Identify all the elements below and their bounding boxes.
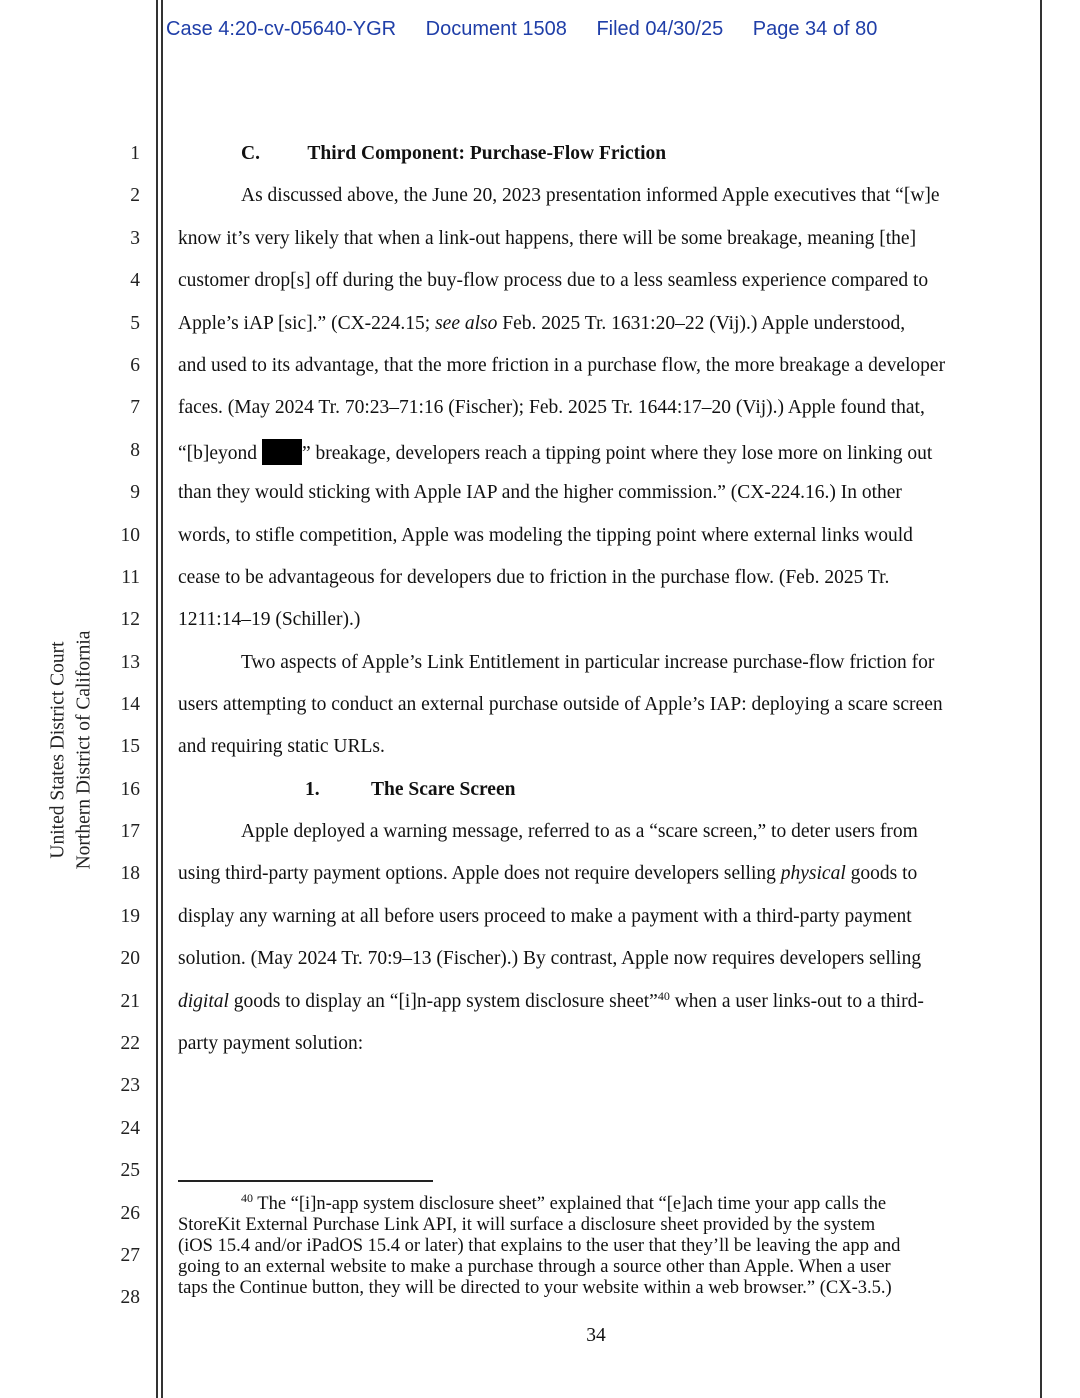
page-indicator: Page 34 of 80 (752, 18, 878, 40)
line-number: 23 (120, 1075, 140, 1096)
footnote-line: going to an external website to make a purchase through a source other than Apple. When a user (178, 1257, 891, 1277)
text-run: “[b]eyond (178, 443, 262, 464)
body-line: than they would sticking with Apple IAP and the higher commission.” (CX-224.16.) In other (178, 482, 902, 503)
body-line: users attempting to conduct an external purchase outside of Apple’s IAP: deploying a scare screen (178, 694, 943, 715)
body-line: customer drop[s] off during the buy-flow process due to a less seamless experience compared to (178, 270, 929, 291)
line-number: 11 (121, 567, 140, 588)
text-run: goods to (845, 863, 918, 884)
italic-text: see also (435, 313, 498, 334)
filed-date: Filed 04/30/25 (596, 18, 724, 40)
line-number: 3 (130, 228, 140, 249)
section-label: C. (241, 143, 260, 164)
line-number: 18 (120, 863, 140, 884)
body-line (178, 990, 1020, 1014)
body-line: and requiring static URLs. (178, 736, 385, 757)
text-run: Feb. 2025 Tr. 1631:20–22 (Vij).) Apple understood, (497, 313, 906, 334)
line-number: 1 (130, 143, 140, 164)
line-number: 2 (130, 185, 140, 206)
footnote-line: taps the Continue button, they will be directed to your website within a web browser.” (CX-3.5.) (178, 1278, 892, 1298)
body-line: know it’s very likely that when a link-out happens, there will be some breakage, meaning [the] (178, 228, 917, 249)
body-line: 1211:14–19 (Schiller).) (178, 609, 361, 630)
text-run: ” breakage, developers reach a tipping point where they lose more on linking out (301, 443, 933, 464)
line-number: 5 (130, 313, 140, 334)
line-number: 13 (120, 652, 140, 673)
page-number: 34 (586, 1325, 606, 1346)
line-number: 12 (120, 609, 140, 630)
body-line: party payment solution: (178, 1033, 364, 1054)
document-header (166, 18, 901, 48)
footnote-line: (iOS 15.4 and/or iPadOS 15.4 or later) that explains to the user that they’ll be leaving the app and (178, 1236, 901, 1256)
body-line: words, to stifle competition, Apple was modeling the tipping point where external links would (178, 525, 913, 546)
text-run: goods to display an “[i]n-app system disclosure sheet” (228, 991, 658, 1012)
text-run: The “[i]n-app system disclosure sheet” explained that “[e]ach time your app calls the (253, 1194, 887, 1214)
text-run: using third-party payment options. Apple does not require developers selling (178, 863, 781, 884)
document-number: Document 1508 (425, 18, 567, 40)
subsection-heading (305, 778, 1020, 802)
body-line: faces. (May 2024 Tr. 70:23–71:16 (Fischer); Feb. 2025 Tr. 1644:17–20 (Vij).) Apple found that, (178, 397, 925, 418)
case-number: Case 4:20-cv-05640-YGR (166, 18, 397, 40)
line-number: 8 (130, 440, 140, 461)
left-margin-rule-outer (156, 0, 158, 1398)
district-name: Northern District of California (73, 630, 95, 870)
line-number: 24 (120, 1118, 140, 1139)
line-number: 21 (120, 991, 140, 1012)
body-line: and used to its advantage, that the more friction in a purchase flow, the more breakage a developer (178, 355, 946, 376)
section-heading (241, 142, 1020, 166)
line-number: 22 (120, 1033, 140, 1054)
footnote-reference: 40 (657, 989, 670, 1003)
footnote-separator (178, 1180, 433, 1182)
footnote-number: 40 (241, 1191, 253, 1205)
line-number: 26 (120, 1203, 140, 1224)
line-number: 25 (120, 1160, 140, 1181)
body-line: display any warning at all before users proceed to make a payment with a third-party payment (178, 906, 912, 927)
text-run: Apple’s iAP [sic].” (CX-224.15; (178, 313, 436, 334)
court-name: United States District Court (47, 641, 69, 859)
line-number: 6 (130, 355, 140, 376)
text-run: when a user links-out to a third- (669, 991, 924, 1012)
footnote-line: StoreKit External Purchase Link API, it will surface a disclosure sheet provided by the system (178, 1215, 876, 1235)
subsection-title: The Scare Screen (371, 779, 516, 800)
line-number: 27 (120, 1245, 140, 1266)
body-line: cease to be advantageous for developers due to friction in the purchase flow. (Feb. 2025 Tr. (178, 567, 890, 588)
line-number: 15 (120, 736, 140, 757)
line-number: 10 (120, 525, 140, 546)
footnote-line (241, 1191, 1021, 1215)
body-line: Apple deployed a warning message, referred to as a “scare screen,” to deter users from (241, 821, 918, 842)
italic-text: digital (178, 991, 229, 1012)
line-number: 9 (130, 482, 140, 503)
line-number: 19 (120, 906, 140, 927)
line-number: 17 (120, 821, 140, 842)
body-line (178, 439, 1020, 466)
right-margin-rule (1040, 0, 1042, 1398)
body-line (178, 312, 1020, 336)
line-number: 4 (130, 270, 140, 291)
subsection-label: 1. (305, 779, 320, 800)
left-margin-rule-inner (161, 0, 163, 1398)
body-line: Two aspects of Apple’s Link Entitlement in particular increase purchase-flow friction for (241, 652, 935, 673)
body-line: solution. (May 2024 Tr. 70:9–13 (Fischer).) By contrast, Apple now requires developers selling (178, 948, 922, 969)
line-number: 20 (120, 948, 140, 969)
body-line (178, 862, 1020, 886)
line-number: 16 (120, 779, 140, 800)
line-number: 7 (130, 397, 140, 418)
body-line: As discussed above, the June 20, 2023 presentation informed Apple executives that “[w]e (241, 185, 940, 206)
redaction-box (262, 439, 302, 465)
line-number: 28 (120, 1287, 140, 1308)
italic-text: physical (780, 863, 846, 884)
line-number: 14 (120, 694, 140, 715)
section-title: Third Component: Purchase-Flow Friction (307, 143, 667, 164)
